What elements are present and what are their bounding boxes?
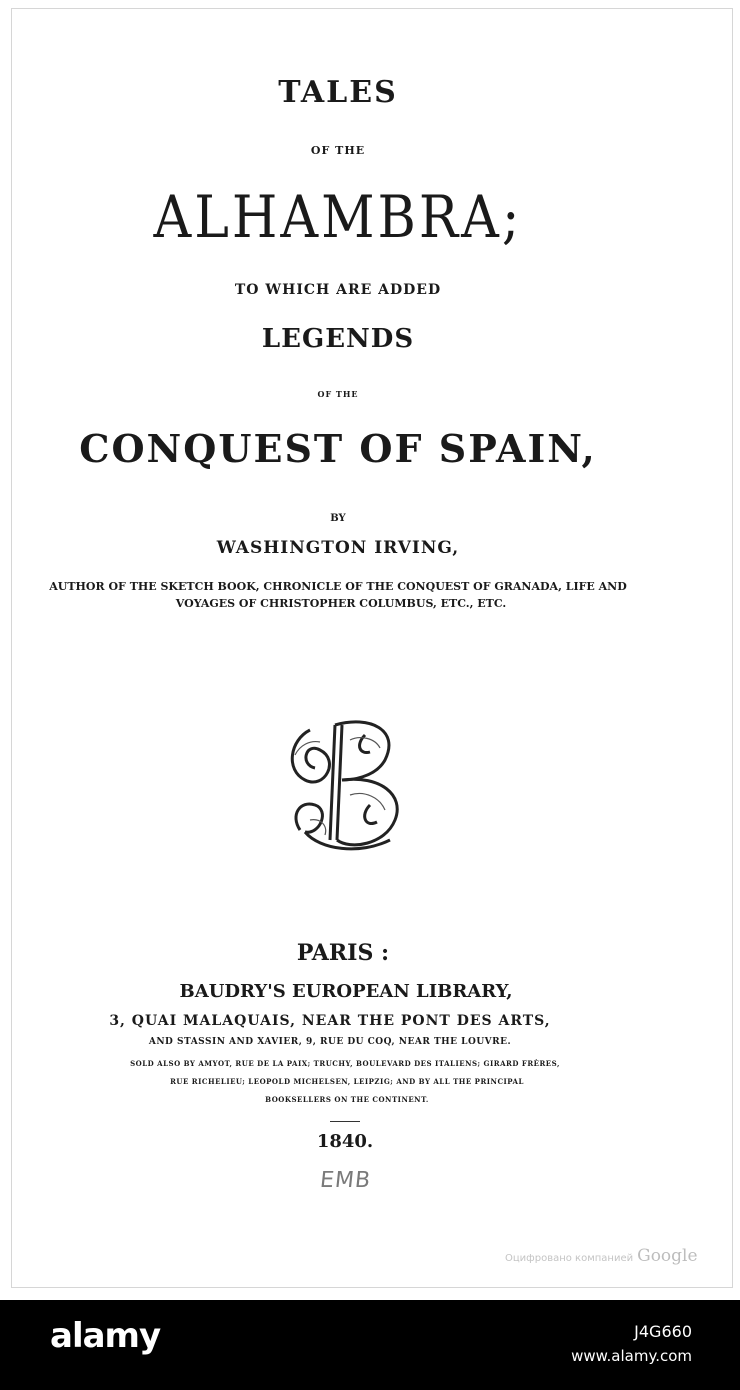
imprint-city: PARIS : (296, 940, 390, 966)
title-line-tales: TALES (278, 75, 398, 110)
imprint-address-line2: AND STASSIN AND XAVIER, 9, RUE DU COQ, NEAR THE LOUVRE. (148, 1037, 512, 1047)
author-description-line2: VOYAGES OF CHRISTOPHER COLUMBUS, ETC., ETC. (175, 597, 507, 610)
imprint-sold-line1: SOLD ALSO BY AMYOT, RUE DE LA PAIX; TRUCHY, BOULEVARD DES ITALIENS; GIRARD FRÈRES, (130, 1059, 560, 1068)
byline-by: BY (330, 513, 346, 524)
author-name: WASHINGTON IRVING, (216, 538, 460, 558)
digitization-watermark (505, 1246, 698, 1266)
digitization-text: Оцифровано компанией (505, 1253, 634, 1264)
subtitle-to-which: TO WHICH ARE ADDED (234, 282, 442, 298)
title-alhambra: ALHAMBRA; (153, 183, 523, 251)
subtitle-conquest: CONQUEST OF SPAIN, (79, 426, 597, 471)
imprint-sold-line2: RUE RICHELIEU; LEOPOLD MICHELSEN, LEIPZIG; AND BY ALL THE PRINCIPAL (170, 1077, 524, 1086)
imprint-year: 1840. (316, 1131, 374, 1152)
subtitle-legends: LEGENDS (261, 324, 415, 354)
stock-site-url: www.alamy.com (571, 1347, 692, 1365)
imprint-publisher: BAUDRY'S EUROPEAN LIBRARY, (179, 981, 513, 1002)
author-description-line1: AUTHOR OF THE SKETCH BOOK, CHRONICLE OF THE CONQUEST OF GRANADA, LIFE AND (49, 580, 627, 593)
imprint-divider (330, 1121, 360, 1122)
imprint-address-line1: 3, QUAI MALAQUAIS, NEAR THE PONT DES ARTS, (109, 1013, 551, 1029)
publisher-monogram-icon (280, 710, 412, 856)
stock-image-code: J4G660 (634, 1322, 692, 1341)
library-stamp: EMB (318, 1168, 373, 1193)
stock-brand-logo: alamy (50, 1316, 161, 1356)
imprint-sold-line3: BOOKSELLERS ON THE CONTINENT. (265, 1095, 429, 1104)
subtitle-of-the: OF THE (317, 389, 359, 399)
title-of-the: OF THE (310, 144, 366, 157)
digitization-brand: Google (637, 1246, 698, 1266)
